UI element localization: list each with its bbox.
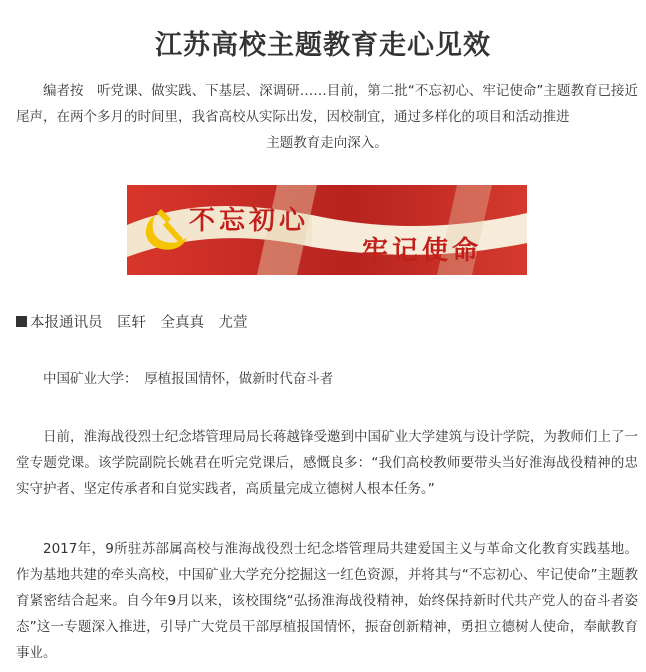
editor-note-tail: 主题教育走向深入。 xyxy=(266,135,388,151)
square-bullet-icon xyxy=(16,316,27,327)
section-title: 中国矿业大学： 厚植报国情怀，做新时代奋斗者 xyxy=(43,371,334,387)
theme-banner xyxy=(127,185,527,275)
byline-text: 本报通讯员 匡轩 全真真 尤萱 xyxy=(30,315,248,331)
editor-note-main: 编者按 听党课、做实践、下基层、深调研……目前，第二批“不忘初心、牢记使命”主题教育已接近尾声，在两个多月的时间里，我省高校从实际出发，因校制宜，通过多样化的项目和活动推进 xyxy=(16,83,638,125)
byline xyxy=(16,308,248,338)
banner-line-2: 牢记使命 xyxy=(362,236,483,266)
banner-graphic xyxy=(127,185,527,275)
paragraph-2: 2017年，9所驻苏部属高校与淮海战役烈士纪念塔管理局共建爱国主义与革命文化教育实践基地。作为基地共建的牵头高校，中国矿业大学充分挖掘这一红色资源，并将其与“不忘初心、牢记使命”主题教育紧密结合起来。自今年9月以来，该校围绕“弘扬淮海战役精神，始终保持新时代共产党人的奋斗者姿态”这一专题深入推进，引导广大党员干部厚植报国情怀，振奋创新精神，勇担立德树人使命，奉献教育事业。 xyxy=(16,541,638,661)
paragraph-1: 日前，淮海战役烈士纪念塔管理局局长蒋越锋受邀到中国矿业大学建筑与设计学院，为教师们上了一堂专题党课。该学院副院长姚君在听完党课后，感慨良多：“我们高校教师要带头当好淮海战役精神的忠实守护者、坚定传承者和自觉实践者，高质量完成立德树人根本任务。” xyxy=(16,429,638,497)
editor-note xyxy=(16,78,638,156)
article-title: 江苏高校主题教育走心见效 xyxy=(155,30,491,62)
banner-line-1: 不忘初心 xyxy=(189,206,310,236)
